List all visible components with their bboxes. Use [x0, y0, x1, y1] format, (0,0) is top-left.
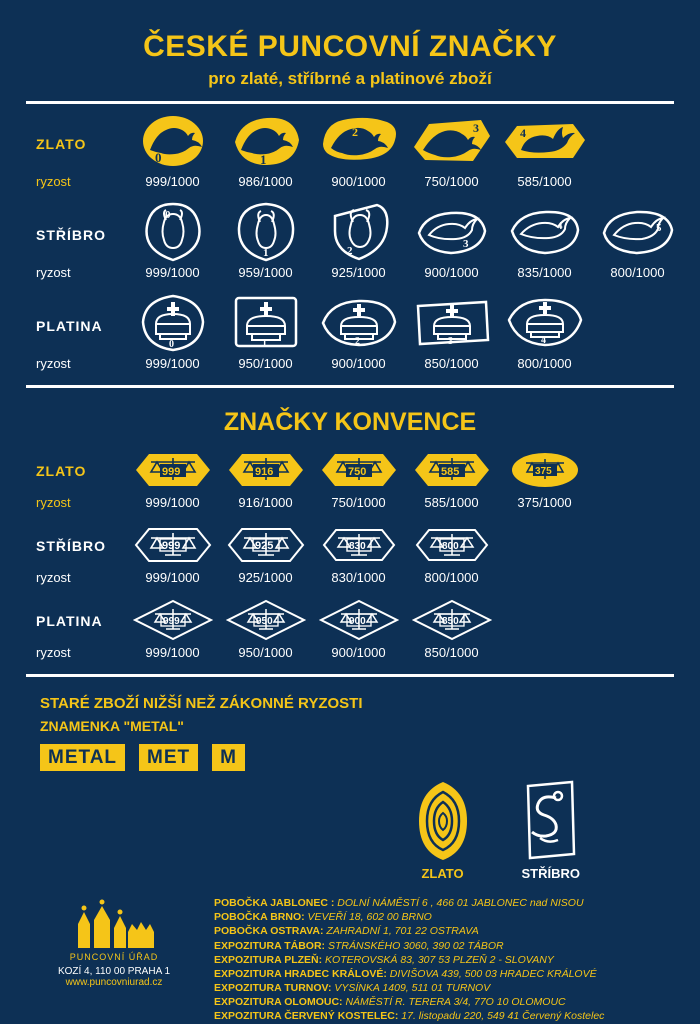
- convention-scale-icon: [412, 599, 492, 641]
- branch-name: EXPOZITURA TURNOV:: [214, 982, 332, 995]
- conv-label-gold: ZLATO: [36, 462, 87, 479]
- fineness-label-gold: ryzost: [36, 173, 71, 189]
- svg-text:916: 916: [254, 465, 273, 478]
- conv-fineness-gold-1: 916/1000: [238, 494, 293, 510]
- convention-scale-icon: [133, 450, 213, 490]
- branch-name: POBOČKA OSTRAVA:: [214, 925, 324, 938]
- branch-address: ZAHRADNÍ 1, 701 22 OSTRAVA: [326, 925, 479, 938]
- branch-address: VYSÍNKA 1409, 511 01 TURNOV: [334, 982, 491, 995]
- mark-platinum-2: [312, 292, 405, 354]
- fineness-silver-0: 999/1000: [145, 264, 200, 280]
- badge-met: MET: [139, 744, 198, 772]
- branch-address: VEVEŘÍ 18, 602 00 BRNO: [307, 911, 432, 924]
- conv-mark-platinum-999: [126, 597, 219, 643]
- fineness-platinum-4: 800/1000: [517, 355, 572, 371]
- old-goods-marks: [416, 780, 581, 881]
- conv-fineness-platinum-0: 999/1000: [145, 644, 200, 660]
- svg-text:4: 4: [556, 219, 562, 232]
- branch-item: [214, 995, 686, 1009]
- branch-item: [214, 953, 686, 967]
- gold-mark-eagle-icon: [319, 114, 399, 168]
- svg-text:999: 999: [161, 465, 180, 478]
- platinum-mark-crown-icon: [138, 294, 208, 352]
- metal-block: [26, 718, 674, 772]
- fineness-platinum-1: 950/1000: [238, 355, 293, 371]
- gold-marks: [126, 110, 674, 172]
- convention-scale-icon: [133, 599, 213, 641]
- silver-mark-chamois-head-icon: [327, 202, 391, 262]
- mark-silver-0: [126, 201, 219, 263]
- gold-mark-eagle-icon: [229, 114, 303, 168]
- conv-mark-gold-999: [126, 447, 219, 493]
- mark-platinum-3: [405, 292, 498, 354]
- fineness-silver-1: 959/1000: [238, 264, 293, 280]
- mark-silver-4: [498, 201, 591, 263]
- svg-text:4: 4: [540, 334, 546, 346]
- branch-name: POBOČKA JABLONEC :: [214, 897, 335, 909]
- conv-mark-gold-916: [219, 447, 312, 493]
- branch-item: [214, 981, 686, 995]
- mark-silver-2: [312, 201, 405, 263]
- branch-address: STRÁNSKÉHO 3060, 390 02 TÁBOR: [327, 939, 504, 952]
- fineness-silver-2: 925/1000: [331, 264, 386, 280]
- mark-gold-4: [498, 110, 591, 172]
- conv-mark-platinum-900: [312, 597, 405, 643]
- fineness-platinum-2: 900/1000: [331, 355, 386, 371]
- platinum-mark-crown-icon: [412, 298, 492, 348]
- branch-name: EXPOZITURA HRADEC KRÁLOVÉ:: [214, 967, 387, 980]
- svg-text:585: 585: [440, 465, 459, 478]
- branch-item: [214, 967, 686, 981]
- org-address: KOZÍ 4, 110 00 PRAHA 1: [57, 966, 171, 977]
- branch-item: [214, 1009, 686, 1023]
- convention-title: ZNAČKY KONVENCE: [223, 407, 477, 436]
- page-subtitle: pro zlaté, stříbrné a platinové zboží: [208, 69, 492, 88]
- section-czech-silver: [26, 195, 674, 286]
- fineness-gold-4: 585/1000: [517, 173, 572, 189]
- fineness-platinum-3: 850/1000: [424, 355, 479, 371]
- svg-text:1: 1: [259, 151, 266, 167]
- conv-mark-silver-999: [126, 522, 219, 568]
- conv-platinum-fineness-row: [26, 643, 674, 666]
- section-divider: [26, 385, 674, 388]
- gold-mark-eagle-icon: [136, 114, 210, 168]
- page-title: ČESKÉ PUNCOVNÍ ZNAČKY: [143, 30, 557, 63]
- fineness-gold-3: 750/1000: [424, 173, 479, 189]
- fineness-gold-2: 900/1000: [331, 173, 386, 189]
- svg-text:4: 4: [519, 125, 526, 140]
- mark-silver-3: [405, 201, 498, 263]
- branch-item: [214, 939, 686, 953]
- conv-label-platinum: PLATINA: [36, 612, 103, 629]
- silver-mark-chamois-head-icon: [235, 202, 297, 262]
- silver-mark-chamois-profile-icon: [415, 209, 489, 255]
- conv-fineness-platinum-3: 850/1000: [424, 644, 479, 660]
- fineness-gold-0: 999/1000: [145, 173, 200, 189]
- fineness-silver-4: 835/1000: [517, 264, 572, 280]
- mark-silver-5: [591, 201, 684, 263]
- label-gold: ZLATO: [36, 135, 87, 152]
- svg-text:999: 999: [162, 615, 180, 627]
- convention-scale-icon: [226, 525, 306, 565]
- old-gold-shape-icon: [416, 780, 470, 862]
- branch-list: [214, 894, 686, 1023]
- conv-fineness-gold-2: 750/1000: [331, 494, 386, 510]
- branch-address: KOTEROVSKÁ 83, 307 53 PLZEŇ 2 - SLOVANY: [325, 953, 554, 966]
- fineness-label-platinum: ryzost: [36, 355, 71, 371]
- platinum-marks: [126, 292, 674, 354]
- branch-item: [214, 924, 686, 938]
- branch-name: POBOČKA BRNO:: [214, 911, 305, 924]
- gold-mark-chamois-icon: [503, 118, 587, 164]
- branch-address: 17. listopadu 220, 549 41 Červený Kostelec: [401, 1010, 605, 1023]
- section-convention-gold: [26, 441, 674, 516]
- org-name: PUNCOVNÍ ÚŘAD: [69, 952, 159, 962]
- svg-text:3: 3: [472, 120, 479, 135]
- svg-text:0: 0: [164, 208, 170, 221]
- fineness-silver-3: 900/1000: [424, 264, 479, 280]
- conv-mark-silver-925: [219, 522, 312, 568]
- conv-mark-gold-750: [312, 447, 405, 493]
- platinum-mark-crown-icon: [231, 294, 301, 352]
- mark-platinum-0: [126, 292, 219, 354]
- fineness-silver-5: 800/1000: [610, 264, 665, 280]
- convention-scale-icon: [226, 450, 306, 490]
- mark-platinum-4: [498, 292, 591, 354]
- convention-scale-icon: [412, 450, 492, 490]
- convention-scale-icon: [133, 525, 213, 565]
- metal-label: ZNAMENKA "METAL": [40, 717, 184, 734]
- platinum-mark-crown-icon: [319, 298, 399, 348]
- mark-gold-1: [219, 110, 312, 172]
- svg-text:2: 2: [346, 244, 352, 257]
- old-silver-caption: STŘÍBRO: [521, 866, 580, 881]
- svg-text:0: 0: [168, 338, 174, 350]
- gold-fineness-row: [26, 172, 674, 195]
- conv-fineness-platinum-1: 950/1000: [238, 644, 293, 660]
- conv-mark-platinum-850: [405, 597, 498, 643]
- platinum-mark-crown-icon: [505, 298, 585, 348]
- conv-mark-silver-830: [312, 522, 405, 568]
- gold-mark-eagle-icon: [411, 114, 493, 168]
- svg-text:0: 0: [154, 149, 161, 165]
- svg-text:800: 800: [441, 540, 459, 552]
- branch-item: [214, 896, 686, 910]
- mark-platinum-1: [219, 292, 312, 354]
- conv-mark-gold-375: [498, 447, 591, 493]
- convention-scale-icon: [414, 526, 490, 564]
- svg-text:850: 850: [441, 615, 459, 627]
- svg-text:2: 2: [351, 124, 358, 139]
- svg-text:750: 750: [347, 465, 366, 478]
- svg-text:5: 5: [655, 221, 661, 234]
- conv-fineness-label-silver: ryzost: [36, 569, 71, 585]
- silver-mark-chamois-profile-icon: [601, 209, 675, 255]
- silver-mark-chamois-head-icon: [142, 202, 204, 262]
- badge-metal: METAL: [40, 744, 125, 772]
- fineness-gold-1: 986/1000: [238, 173, 293, 189]
- svg-text:3: 3: [447, 335, 453, 347]
- mark-silver-1: [219, 201, 312, 263]
- convention-scale-icon: [319, 599, 399, 641]
- conv-mark-platinum-950: [219, 597, 312, 643]
- section-convention-silver: [26, 516, 674, 591]
- convention-scale-icon: [319, 450, 399, 490]
- conv-fineness-silver-3: 800/1000: [424, 569, 479, 585]
- conv-label-silver: STŘÍBRO: [36, 537, 106, 554]
- conv-fineness-platinum-2: 900/1000: [331, 644, 386, 660]
- silver-marks: [126, 201, 684, 263]
- branch-address: NÁMĚSTÍ R. TERERA 3/4, 77O 10 OLOMOUC: [345, 996, 566, 1009]
- old-gold-mark: [416, 780, 470, 881]
- badge-m: M: [212, 744, 245, 772]
- svg-text:1: 1: [261, 337, 267, 349]
- metal-badges: [40, 744, 674, 772]
- conv-fineness-silver-0: 999/1000: [145, 569, 200, 585]
- conv-fineness-gold-0: 999/1000: [145, 494, 200, 510]
- conv-mark-silver-800: [405, 522, 498, 568]
- convention-scale-icon: [226, 599, 306, 641]
- svg-text:2: 2: [354, 335, 360, 347]
- footer: [0, 886, 700, 1023]
- bottom-divider: [26, 674, 674, 677]
- branch-address: DIVIŠOVA 439, 500 03 HRADEC KRÁLOVÉ: [389, 967, 597, 980]
- conv-fineness-label-platinum: ryzost: [36, 644, 71, 660]
- mark-gold-3: [405, 110, 498, 172]
- org-website[interactable]: www.puncovniurad.cz: [65, 977, 163, 988]
- fineness-platinum-0: 999/1000: [145, 355, 200, 371]
- conv-fineness-gold-4: 375/1000: [517, 494, 572, 510]
- conv-fineness-silver-1: 925/1000: [238, 569, 293, 585]
- svg-text:900: 900: [348, 615, 366, 627]
- mark-gold-0: [126, 110, 219, 172]
- svg-text:925: 925: [254, 539, 273, 552]
- svg-text:375: 375: [534, 465, 552, 477]
- footer-left: [14, 894, 214, 1010]
- old-goods-heading: STARÉ ZBOŽÍ NIŽŠÍ NEŽ ZÁKONNÉ RYZOSTI: [40, 694, 363, 712]
- old-silver-shape-icon: [522, 780, 578, 862]
- old-gold-caption: ZLATO: [421, 866, 464, 881]
- silver-fineness-row: [26, 263, 674, 286]
- label-platinum: PLATINA: [36, 317, 103, 334]
- platinum-fineness-row: [26, 354, 674, 377]
- silver-mark-chamois-profile-icon: [508, 209, 582, 255]
- conv-gold-fineness-row: [26, 493, 674, 516]
- conv-silver-fineness-row: [26, 568, 674, 591]
- convention-scale-icon: [321, 526, 397, 564]
- section-convention-platinum: [26, 591, 674, 666]
- branch-name: EXPOZITURA ČERVENÝ KOSTELEC:: [214, 1010, 399, 1023]
- conv-fineness-gold-3: 585/1000: [424, 494, 479, 510]
- section-czech-platinum: [26, 286, 674, 377]
- section-czech-gold: [26, 104, 674, 195]
- fineness-label-silver: ryzost: [36, 264, 71, 280]
- conv-mark-gold-585: [405, 447, 498, 493]
- svg-text:3: 3: [462, 237, 468, 250]
- mark-gold-2: [312, 110, 405, 172]
- svg-text:1: 1: [262, 246, 268, 259]
- label-silver: STŘÍBRO: [36, 226, 106, 243]
- svg-text:950: 950: [255, 615, 273, 627]
- old-silver-mark: [522, 780, 581, 881]
- svg-text:999: 999: [161, 539, 180, 552]
- conv-fineness-silver-2: 830/1000: [331, 569, 386, 585]
- branch-name: EXPOZITURA TÁBOR:: [214, 939, 326, 952]
- svg-text:830: 830: [348, 540, 366, 552]
- branch-address: DOLNÍ NÁMĚSTÍ 6 , 466 01 JABLONEC nad NISOU: [337, 897, 584, 909]
- convention-scale-icon: [510, 451, 580, 489]
- branch-name: EXPOZITURA PLZEŇ:: [214, 953, 323, 966]
- punch-office-logo-icon: [68, 898, 160, 950]
- branch-item: [214, 910, 686, 924]
- conv-fineness-label-gold: ryzost: [36, 494, 71, 510]
- branch-name: EXPOZITURA OLOMOUC:: [214, 996, 343, 1009]
